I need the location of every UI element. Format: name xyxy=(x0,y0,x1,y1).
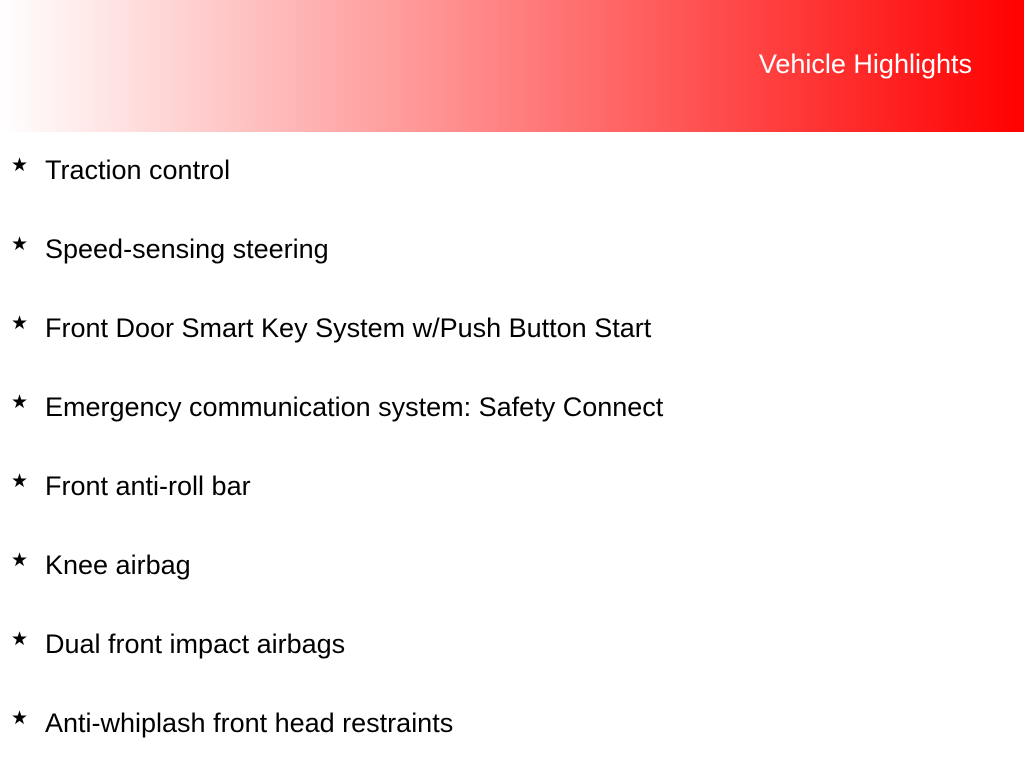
list-item-label: Dual front impact airbags xyxy=(45,629,346,659)
list-item-label: Front anti-roll bar xyxy=(45,471,251,501)
header-banner xyxy=(0,0,1024,132)
star-icon: ★ xyxy=(11,549,29,571)
list-item xyxy=(0,150,1024,229)
list-item xyxy=(0,387,1024,466)
star-icon: ★ xyxy=(11,707,29,729)
star-icon: ★ xyxy=(11,233,29,255)
star-icon: ★ xyxy=(11,391,29,413)
list-item xyxy=(0,545,1024,624)
list-item xyxy=(0,229,1024,308)
list-item-label: Traction control xyxy=(45,155,231,185)
list-item xyxy=(0,703,1024,768)
page-title: Vehicle Highlights xyxy=(758,49,972,79)
list-item xyxy=(0,466,1024,545)
highlights-list xyxy=(0,150,1024,768)
star-icon: ★ xyxy=(11,154,29,176)
star-icon: ★ xyxy=(11,312,29,334)
star-icon: ★ xyxy=(11,628,29,650)
list-item xyxy=(0,308,1024,387)
list-item-label: Anti-whiplash front head restraints xyxy=(45,708,454,738)
list-item-label: Emergency communication system: Safety Connect xyxy=(45,392,664,422)
list-item-label: Speed-sensing steering xyxy=(45,234,329,264)
list-item-label: Front Door Smart Key System w/Push Button Start xyxy=(45,313,652,343)
list-item xyxy=(0,624,1024,703)
star-icon: ★ xyxy=(11,470,29,492)
list-item-label: Knee airbag xyxy=(45,550,191,580)
